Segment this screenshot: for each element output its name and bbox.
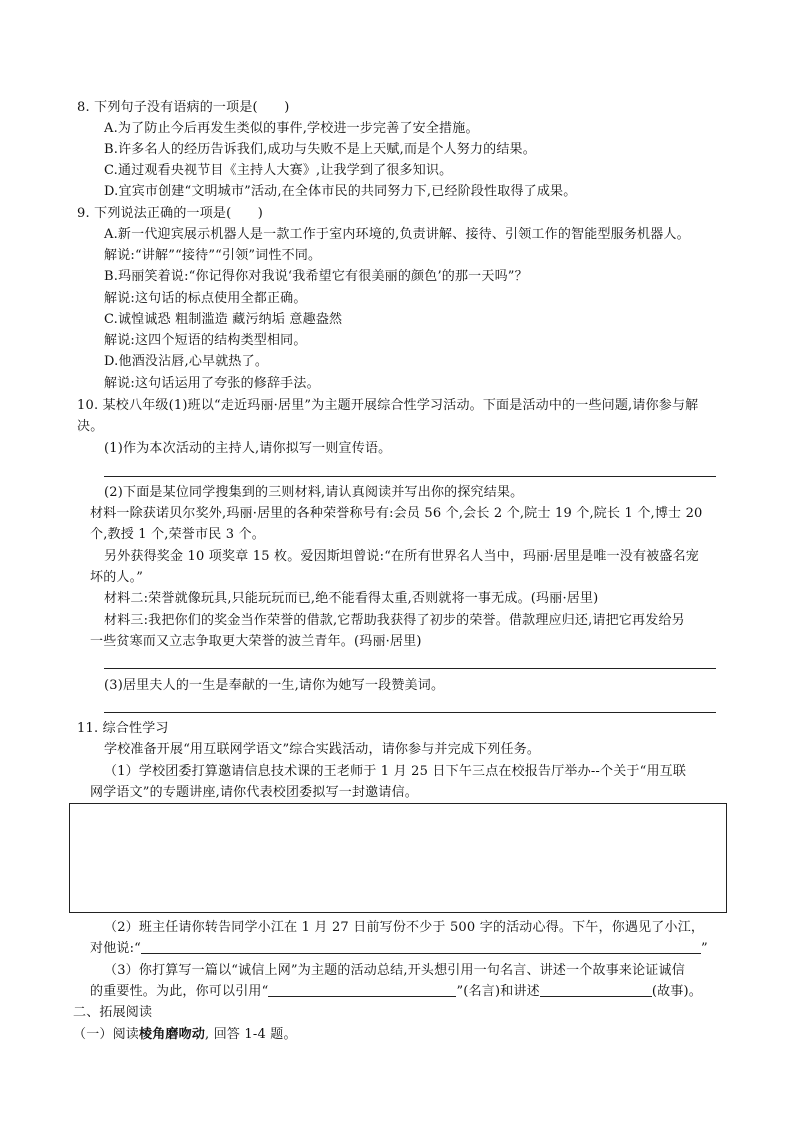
q11-task3-text-b: ”(名言)和讲述 xyxy=(456,984,540,999)
q10-material1-line1: 材料一除获诺贝尔奖外,玛丽·居里的各种荣誉称号有:会员 56 个,会长 2 个,院士 19 个,院长 1 个,博士 20 xyxy=(90,506,703,521)
q8-option-a: A.为了防止今后再发生类似的事件,学校进一步完善了安全措施。 xyxy=(104,121,479,136)
q10-part2-answer-line[interactable] xyxy=(104,668,716,669)
q11-task2-line1: （2）班主任请你转告同学小江在 1 月 27 日前写份不少于 500 字的活动心得。下午，你遇见了小江， xyxy=(104,920,705,935)
q9-stem: 9. 下列说法正确的一项是( ) xyxy=(77,206,264,221)
q9-option-c-note: 解说:这四个短语的结构类型相同。 xyxy=(104,333,307,348)
q11-task1-line2: 网学语文”的专题讲座,请你代表校团委拟写一封邀请信。 xyxy=(90,785,418,800)
section2-passage-title: 棱角磨吻动 xyxy=(139,1027,206,1042)
q11-task2-line2 xyxy=(90,938,708,959)
q10-part3: (3)居里夫人的一生是奉献的一生,请你为她写一段赞美词。 xyxy=(104,678,445,693)
q9-option-b-note: 解说:这句话的标点使用全都正确。 xyxy=(104,291,307,306)
q8-stem: 8. 下列句子没有语病的一项是( ) xyxy=(77,100,290,115)
q10-material3-line1: 材料三:我把你们的奖金当作荣誉的借款,它帮助我获得了初步的荣誉。借款理应归还,请把它再发给另 xyxy=(104,613,685,628)
q10-part3-answer-line[interactable] xyxy=(104,712,716,713)
q10-material1-line2: 个,教授 1 个,荣誉市民 3 个。 xyxy=(90,527,265,542)
q11-task3-text-a: 的重要性。为此，你可以引用“ xyxy=(90,984,269,999)
q10-stem-line2: 决。 xyxy=(77,419,104,434)
q10-material1-line3: 另外获得奖金 10 项奖章 15 枚。爱因斯坦曾说:“在所有世界名人当中，玛丽·居里是唯一没有被盛名宠 xyxy=(104,549,699,564)
q9-option-d-note: 解说:这句话运用了夸张的修辞手法。 xyxy=(104,376,320,391)
q8-option-c: C.通过观看央视节目《主持人大赛》,让我学到了很多知识。 xyxy=(104,163,453,178)
q11-task2-suffix: ” xyxy=(701,941,708,956)
section2-sub-suffix: , 回答 1-4 题。 xyxy=(205,1027,297,1042)
q9-option-c: C.诚惶诚恐 粗制滥造 藏污纳垢 意趣盎然 xyxy=(104,312,343,327)
q9-option-d: D.他酒没沾唇,心早就热了。 xyxy=(104,354,269,369)
q8-option-d: D.宜宾市创建“文明城市”活动,在全体市民的共同努力下,已经阶段性取得了成果。 xyxy=(104,184,577,199)
q11-task1-line1: （1）学校团委打算邀请信息技术课的王老师于 1 月 25 日下午三点在校报告厅举办--个关于“用互联 xyxy=(104,764,687,779)
q10-part2: (2)下面是某位同学搜集到的三则材料,请认真阅读并写出你的探究结果。 xyxy=(104,485,524,500)
section2-sub-prefix: （一）阅读 xyxy=(73,1027,140,1042)
q10-part1: (1)作为本次活动的主持人,请你拟写一则宣传语。 xyxy=(104,441,392,456)
q11-task3-line1: （3）你打算写一篇以“诚信上网”为主题的活动总结,开头想引用一句名言、讲述一个故事来论证诚信 xyxy=(104,963,685,978)
q10-material3-line2: 一些贫寒而又立志争取更大荣誉的波兰青年。(玛丽·居里) xyxy=(90,634,422,649)
q11-task3-text-c: (故事)。 xyxy=(651,984,702,999)
invitation-answer-box[interactable] xyxy=(69,803,727,913)
q10-material1-line4: 坏的人。” xyxy=(90,570,144,585)
q11-intro: 学校准备开展“用互联网学语文”综合实践活动，请你参与并完成下列任务。 xyxy=(104,742,541,757)
section2-title: 二、拓展阅读 xyxy=(73,1005,153,1020)
q11-stem: 11. 综合性学习 xyxy=(77,721,169,736)
q11-quote-blank[interactable] xyxy=(268,982,456,997)
q11-story-blank[interactable] xyxy=(540,982,652,997)
q9-option-a: A.新一代迎宾展示机器人是一款工作于室内环境的,负责讲解、接待、引领工作的智能型服务机器人。 xyxy=(104,227,690,242)
q11-task2-prefix: 对他说:“ xyxy=(90,941,142,956)
q9-option-a-note: 解说:“讲解”“接待”“引领”词性不同。 xyxy=(104,248,322,263)
q11-task2-blank[interactable] xyxy=(141,939,701,954)
q8-option-b: B.许多名人的经历告诉我们,成功与失败不是上天赋,而是个人努力的结果。 xyxy=(104,142,536,157)
section2-subheading xyxy=(73,1024,297,1045)
q10-stem-line1: 10. 某校八年级(1)班以“走近玛丽·居里”为主题开展综合性学习活动。下面是活动中的一些问题,请你参与解 xyxy=(77,398,699,413)
q9-option-b: B.玛丽笑着说:“你记得你对我说‘我希望它有很美丽的颜色’的那一天吗”？ xyxy=(104,269,528,284)
q10-material2: 材料二:荣誉就像玩具,只能玩玩而已,绝不能看得太重,否则就将一事无成。(玛丽·居里) xyxy=(104,591,599,606)
q11-task3-line2 xyxy=(90,981,702,1002)
q10-part1-answer-line[interactable] xyxy=(104,476,716,477)
